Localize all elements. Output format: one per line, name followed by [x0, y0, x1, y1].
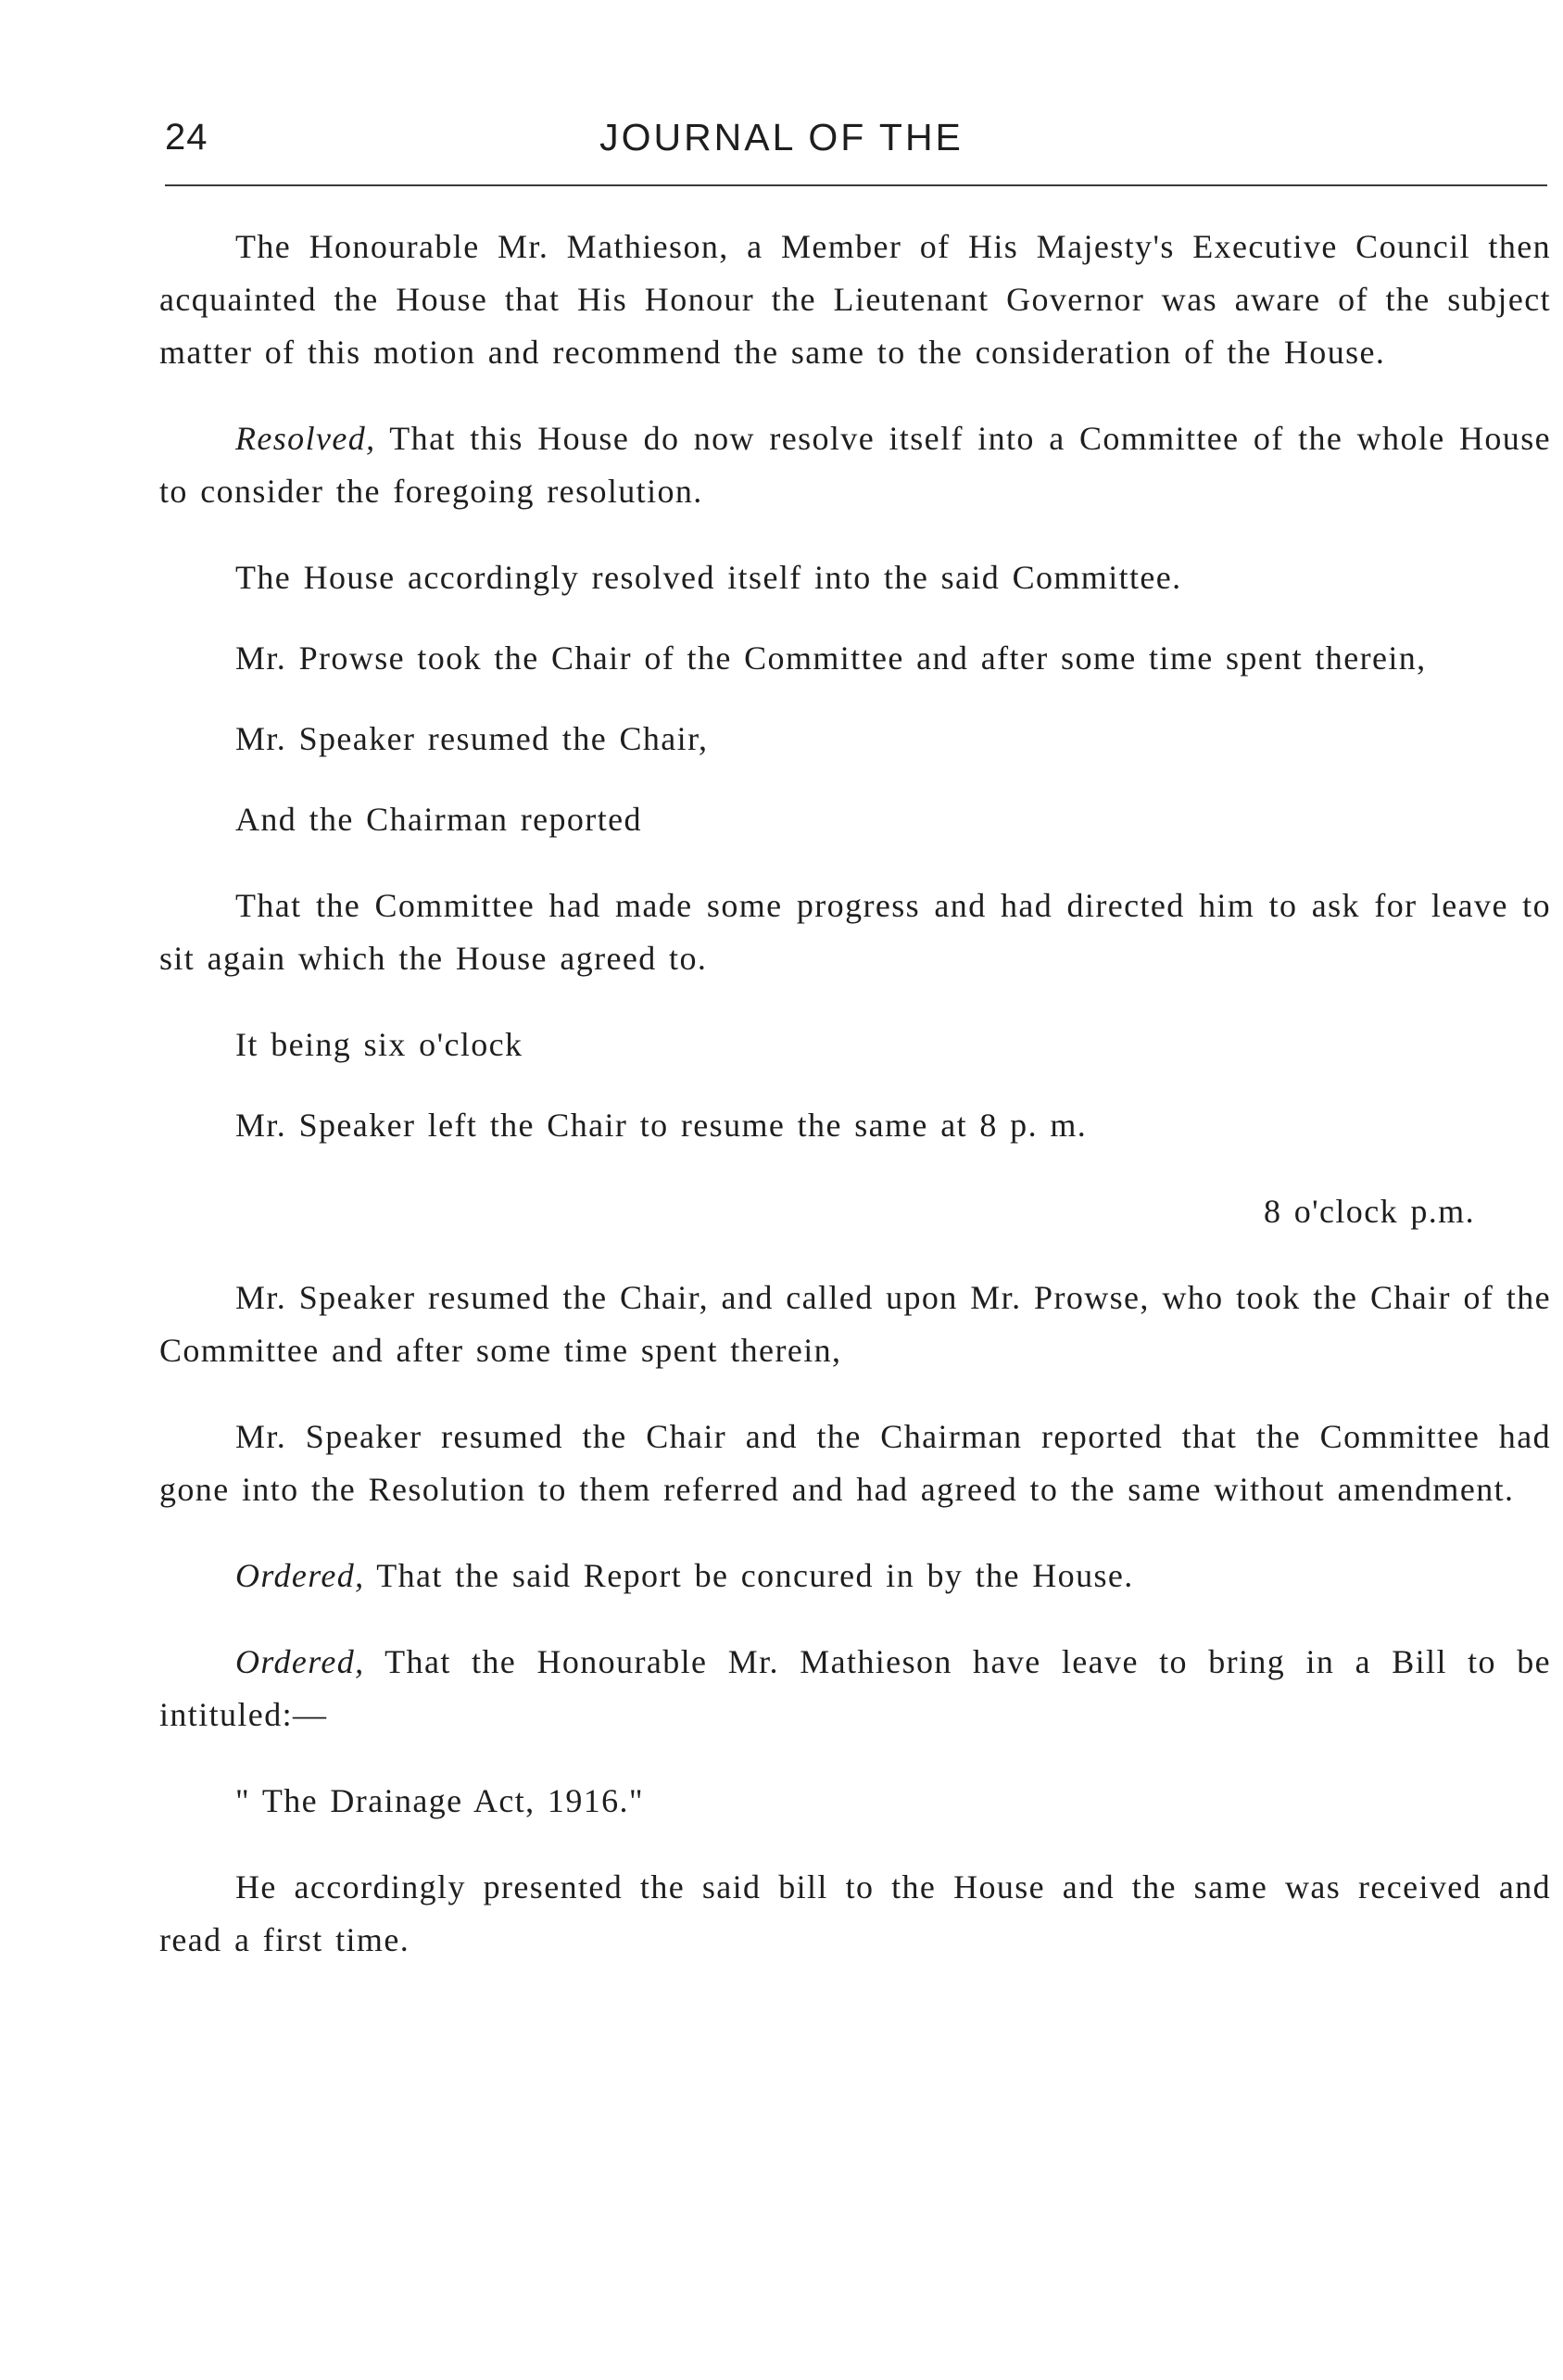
paragraph-text: He accordingly presented the said bill to the House and the same was received and read a first time. [159, 1868, 1551, 1958]
paragraph-text: The Honourable Mr. Mathieson, a Member of His Majesty's Executive Council then acquainted the House that His Honour the Lieutenant Governor was aware of the subject matter of this motion and recommend the same to the consideration of the House. [159, 228, 1551, 371]
paragraph-text: 8 o'clock p.m. [1263, 1193, 1475, 1230]
journal-body [159, 221, 1551, 1967]
bill-title [159, 1775, 1551, 1828]
paragraph-committee-resolved [159, 551, 1551, 604]
paragraph-text: That the said Report be concured in by the House. [364, 1557, 1134, 1594]
paragraph-text: It being six o'clock [235, 1026, 523, 1063]
running-head: JOURNAL OF THE [599, 116, 964, 158]
ordered-label: Ordered, [235, 1557, 365, 1594]
paragraph-text: That the Committee had made some progress and had directed him to ask for leave to sit again which the House agreed to. [159, 887, 1551, 977]
paragraph-text: And the Chairman reported [235, 801, 642, 838]
paragraph-chairman-reported [159, 793, 1551, 846]
paragraph-executive-council [159, 221, 1551, 379]
paragraph-text: Mr. Speaker left the Chair to resume the same at 8 p. m. [235, 1107, 1088, 1144]
paragraph-speaker-left [159, 1099, 1551, 1152]
resolved-label: Resolved, [235, 420, 376, 457]
paragraph-prowse-chair [159, 632, 1551, 685]
time-marker [159, 1185, 1551, 1238]
paragraph-ordered-bill [159, 1636, 1551, 1741]
paragraph-six-oclock [159, 1019, 1551, 1071]
ordered-label: Ordered, [235, 1643, 365, 1680]
paragraph-text: The House accordingly resolved itself into the said Committee. [235, 559, 1182, 596]
paragraph-chairman-report [159, 1411, 1551, 1516]
paragraph-progress [159, 880, 1551, 985]
paragraph-text: Mr. Speaker resumed the Chair and the Chairman reported that the Committee had gone into the Resolution to them referred and had agreed to the same without amendment. [159, 1418, 1551, 1508]
page-number: 24 [165, 117, 208, 158]
paragraph-evening-resumed [159, 1272, 1551, 1377]
paragraph-text: " The Drainage Act, 1916." [235, 1782, 645, 1819]
paragraph-text: That the Honourable Mr. Mathieson have leave to bring in a Bill to be intituled:— [159, 1643, 1551, 1733]
header-rule [165, 184, 1547, 186]
paragraph-text: Mr. Speaker resumed the Chair, and called upon Mr. Prowse, who took the Chair of the Committee and after some time spent therein, [159, 1279, 1551, 1369]
paragraph-speaker-resumed [159, 713, 1551, 766]
paragraph-ordered-concur [159, 1550, 1551, 1602]
paragraph-text: Mr. Speaker resumed the Chair, [235, 720, 709, 757]
paragraph-resolved [159, 412, 1551, 518]
paragraph-text: That this House do now resolve itself into a Committee of the whole House to consider the foregoing resolution. [159, 420, 1551, 510]
paragraph-first-reading [159, 1861, 1551, 1967]
paragraph-text: Mr. Prowse took the Chair of the Committee and after some time spent therein, [235, 639, 1427, 677]
